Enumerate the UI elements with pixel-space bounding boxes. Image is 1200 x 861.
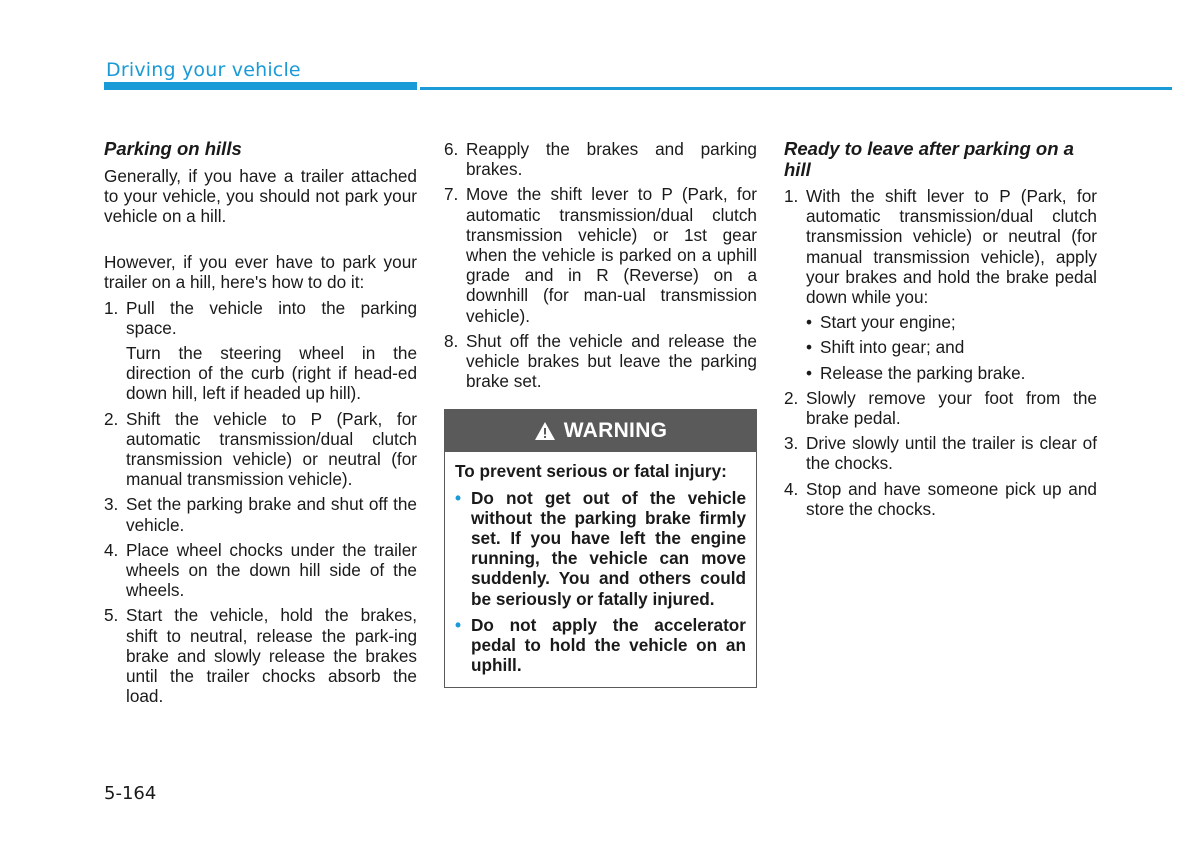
step-text: Slowly remove your foot from the brake pedal.: [806, 387, 1097, 429]
bullet-glyph: •: [455, 487, 462, 508]
step-number: 1.: [784, 186, 799, 206]
step-item: [784, 388, 1097, 428]
step-item: [444, 331, 757, 392]
intro-paragraph: Generally, if you have a trailer attached to your vehicle, you should not park your vehicle on a hill.: [104, 165, 417, 226]
step-text: Start the vehicle, hold the brakes, shift to neutral, release the park-ing brake and slowly release the brakes until the trailer chocks absorb the load.: [126, 605, 417, 707]
step-item: [784, 479, 1097, 519]
step-number: 7.: [444, 184, 459, 205]
step-item: [104, 540, 417, 601]
header-bar-thick: [104, 82, 417, 90]
step-text: Reapply the brakes and parking brakes.: [466, 139, 757, 180]
page-number: 5-164: [104, 783, 157, 804]
bullet-text: Shift into gear; and: [820, 337, 965, 358]
step-item: [444, 139, 757, 179]
step-item: [104, 494, 417, 534]
column-3: [784, 139, 1097, 519]
section-title: Driving your vehicle: [106, 59, 301, 81]
warning-header: [445, 410, 756, 452]
bullet-glyph: •: [806, 312, 813, 333]
step-item: [104, 409, 417, 490]
warning-bullet-item: [455, 488, 746, 609]
bullet-item: [806, 312, 1097, 332]
bullet-glyph: •: [806, 362, 813, 383]
warning-bullet-text: Do not get out of the vehicle without the parking brake firmly set. If you have left the engine running, the vehicle can move suddenly. You and others could be seriously or fatally injured.: [471, 487, 746, 609]
step-number: 3.: [104, 494, 119, 515]
step-text: Stop and have someone pick up and store the chocks.: [806, 478, 1097, 519]
step-number: 3.: [784, 433, 799, 454]
bullet-text: Release the parking brake.: [820, 362, 1026, 383]
bullet-item: [806, 337, 1097, 357]
warning-box: [444, 409, 757, 688]
step-text: Pull the vehicle into the parking space.: [126, 297, 417, 338]
heading-parking-on-hills: Parking on hills: [104, 138, 242, 159]
warning-intro: To prevent serious or fatal injury:: [455, 461, 727, 482]
header-bar-thin: [420, 87, 1172, 90]
step-number: 5.: [104, 605, 119, 626]
heading-ready-to-leave: Ready to leave after parking on a hill: [784, 138, 1074, 180]
warning-triangle-icon: [534, 421, 556, 441]
step-text: Move the shift lever to P (Park, for automatic transmission/dual clutch transmission vehicle) or 1st gear when the vehicle is parked on a uphill grade and in R (Reverse) on a downhill (for man-ual transmission vehicle).: [466, 184, 757, 326]
warning-bullet-item: [455, 615, 746, 676]
step-number: 8.: [444, 330, 459, 351]
step-number: 1.: [104, 297, 119, 318]
step-item: [784, 433, 1097, 473]
warning-bullet-text: Do not apply the accelerator pedal to hold the vehicle on an uphill.: [471, 614, 746, 676]
column-2: [444, 139, 757, 688]
step-item: [784, 186, 1097, 307]
step-number: 6.: [444, 139, 459, 159]
step-number: 2.: [104, 408, 119, 429]
step-text: Place wheel chocks under the trailer wheels on the down hill side of the wheels.: [126, 539, 417, 601]
step-number: 4.: [784, 478, 799, 499]
step-item: [444, 184, 757, 325]
step-text: Drive slowly until the trailer is clear of the chocks.: [806, 433, 1097, 474]
warning-body: [445, 452, 756, 687]
bullet-item: [806, 363, 1097, 383]
warning-title: WARNING: [563, 419, 668, 443]
step-number: 4.: [104, 539, 119, 560]
step-number: 2.: [784, 387, 799, 408]
step-text: Shut off the vehicle and release the vehicle brakes but leave the parking brake set.: [466, 330, 757, 392]
bullet-glyph: •: [455, 614, 462, 635]
bullet-text: Start your engine;: [820, 312, 956, 333]
step-item: [104, 298, 417, 338]
step-text: Set the parking brake and shut off the vehicle.: [126, 494, 417, 535]
step-text: Shift the vehicle to P (Park, for automatic transmission/dual clutch transmission vehicle) or neutral (for manual transmission vehicle).: [126, 408, 417, 490]
step-item: [104, 605, 417, 706]
step-subtext: Turn the steering wheel in the direction of the curb (right if head-ed down hill, left if headed up hill).: [126, 342, 417, 404]
column-1: [104, 139, 417, 706]
step-text: With the shift lever to P (Park, for automatic transmission/dual clutch transmission vehicle) or neutral (for manual transmission vehicle), apply your brakes and hold the brake pedal down while you:: [806, 186, 1097, 308]
bullet-glyph: •: [806, 337, 813, 358]
instructions-paragraph: However, if you ever have to park your trailer on a hill, here's how to do it:: [104, 252, 417, 293]
